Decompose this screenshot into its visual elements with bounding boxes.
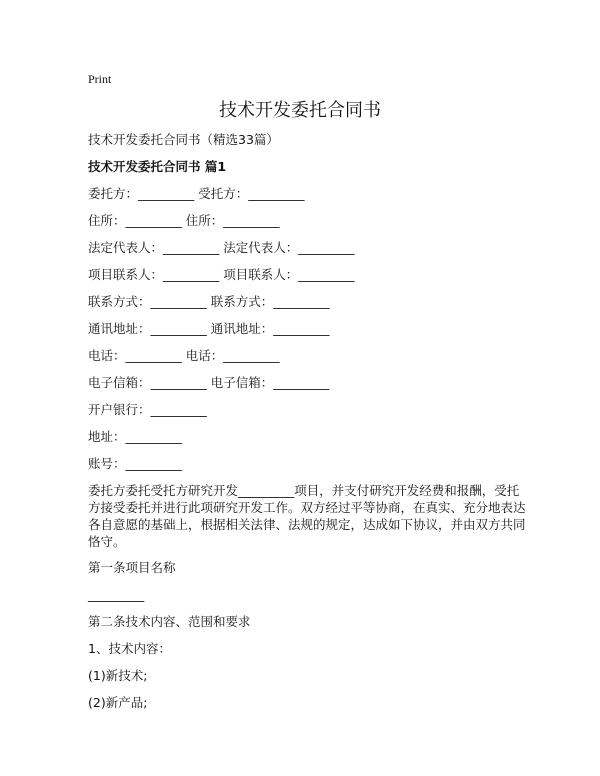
field-line: 地址：_________	[88, 429, 182, 444]
intro-paragraph: 委托方委托受托方研究开发_________项目，并支付研究开发经费和报酬，受托方接受委托并进行此项研究开发工作。双方经过平等协商，在真实、充分地表达各自意愿的基础上，根据相关法律、法规的规定，达成如下协议，并由双方共同恪守。	[88, 483, 526, 549]
print-link[interactable]: Print	[88, 72, 112, 86]
field-line: 联系方式：_________ 联系方式：_________	[88, 294, 330, 309]
field-line: 项目联系人：_________ 项目联系人：_________	[88, 267, 355, 282]
field-line: 法定代表人：_________ 法定代表人：_________	[88, 240, 355, 255]
field-line: 电子信箱：_________ 电子信箱：_________	[88, 375, 330, 390]
field-line: 电话：_________ 电话：_________	[88, 348, 280, 363]
field-line: 开户银行：_________	[88, 402, 207, 417]
article-1-blank: _________	[88, 587, 145, 602]
field-line: 通讯地址：_________ 通讯地址：_________	[88, 321, 330, 336]
field-line: 委托方：_________ 受托方：_________	[88, 186, 305, 201]
sub-item-2: (2)新产品;	[88, 695, 148, 710]
item-1: 1、技术内容：	[88, 641, 171, 656]
section-heading: 技术开发委托合同书 篇1	[88, 159, 227, 174]
field-line: 住所：_________ 住所：_________	[88, 213, 280, 228]
article-2-heading: 第二条技术内容、范围和要求	[88, 614, 251, 629]
sub-item-1: (1)新技术;	[88, 668, 148, 683]
document-title: 技术开发委托合同书	[219, 100, 381, 121]
field-line: 账号：_________	[88, 456, 182, 471]
article-1-heading: 第一条项目名称	[88, 560, 176, 575]
subtitle: 技术开发委托合同书（精选33篇）	[88, 132, 279, 147]
